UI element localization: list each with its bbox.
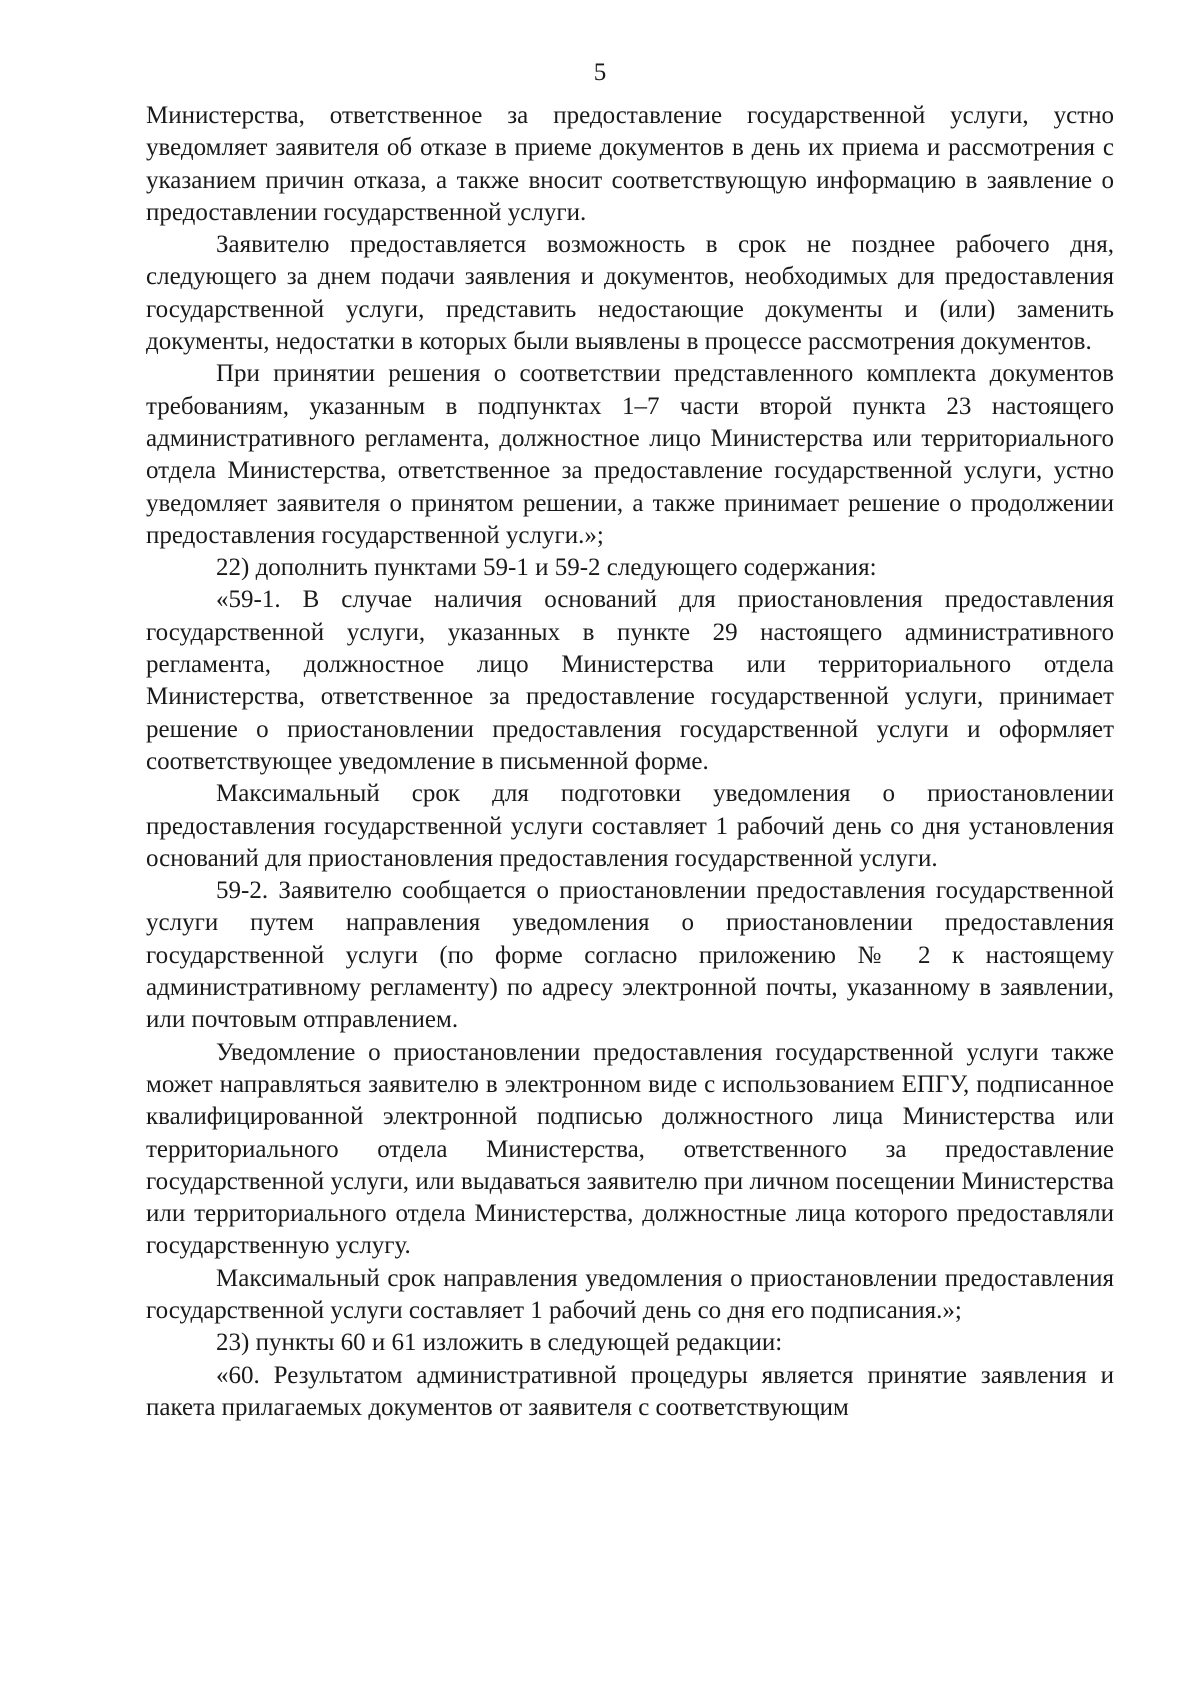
paragraph-8: Уведомление о приостановлении предоставления государственной услуги также может направляться заявителю в электронном виде с использованием ЕПГУ, подписанное квалифицированной электронной подписью должностного лица Министерства или территориального отдела Министерства, ответственного за предоставление государственной услуги, или выдаваться заявителю при личном посещении Министерства или территориального отдела Министерства, должностные лица которого предоставляли государственную услугу. bbox=[146, 1038, 1114, 1260]
paragraph-6: Максимальный срок для подготовки уведомления о приостановлении предоставления государственной услуги составляет 1 рабочий день со дня установления оснований для приостановления предоставления государственной услуги. bbox=[146, 780, 1114, 872]
document-body bbox=[146, 100, 1114, 1424]
paragraph-7: 59-2. Заявителю сообщается о приостановлении предоставления государственной услуги путем направления уведомления о приостановлении предоставления государственной услуги (по форме согласно приложению № 2 к настоящему административному регламенту) по адресу электронной почты, указанному в заявлении, или почтовым отправлением. bbox=[146, 877, 1114, 1034]
paragraph-1: Министерства, ответственное за предоставление государственной услуги, устно уведомляет заявителя об отказе в приеме документов в день их приема и рассмотрения с указанием причин отказа, а также вносит соответствующую информацию в заявление о предоставлении государственной услуги. bbox=[146, 102, 1114, 226]
paragraph-3: При принятии решения о соответствии представленного комплекта документов требованиям, указанным в подпунктах 1–7 части второй пункта 23 настоящего административного регламента, должностное лицо Министерства или территориального отдела Министерства, ответственное за предоставление государственной услуги, устно уведомляет заявителя о принятом решении, а также принимает решение о продолжении предоставления государственной услуги.»; bbox=[146, 360, 1114, 549]
page-number: 5 bbox=[593, 59, 607, 86]
paragraph-10: 23) пункты 60 и 61 изложить в следующей редакции: bbox=[216, 1329, 783, 1357]
paragraph-4: 22) дополнить пунктами 59-1 и 59-2 следующего содержания: bbox=[216, 554, 877, 582]
paragraph-5: «59-1. В случае наличия оснований для приостановления предоставления государственной услуги, указанных в пункте 29 настоящего административного регламента, должностное лицо Министерства или территориального отдела Министерства, ответственное за предоставление государственной услуги, принимает решение о приостановлении предоставления государственной услуги и оформляет соответствующее уведомление в письменной форме. bbox=[146, 586, 1114, 775]
paragraph-9: Максимальный срок направления уведомления о приостановлении предоставления государственной услуги составляет 1 рабочий день со дня его подписания.»; bbox=[146, 1264, 1114, 1324]
paragraph-2: Заявителю предоставляется возможность в срок не позднее рабочего дня, следующего за днем подачи заявления и документов, необходимых для предоставления государственной услуги, представить недостающие документы и (или) заменить документы, недостатки в которых были выявлены в процессе рассмотрения документов. bbox=[146, 231, 1114, 356]
paragraph-11: «60. Результатом административной процедуры является принятие заявления и пакета прилагаемых документов от заявителя с соответствующим bbox=[146, 1361, 1114, 1421]
